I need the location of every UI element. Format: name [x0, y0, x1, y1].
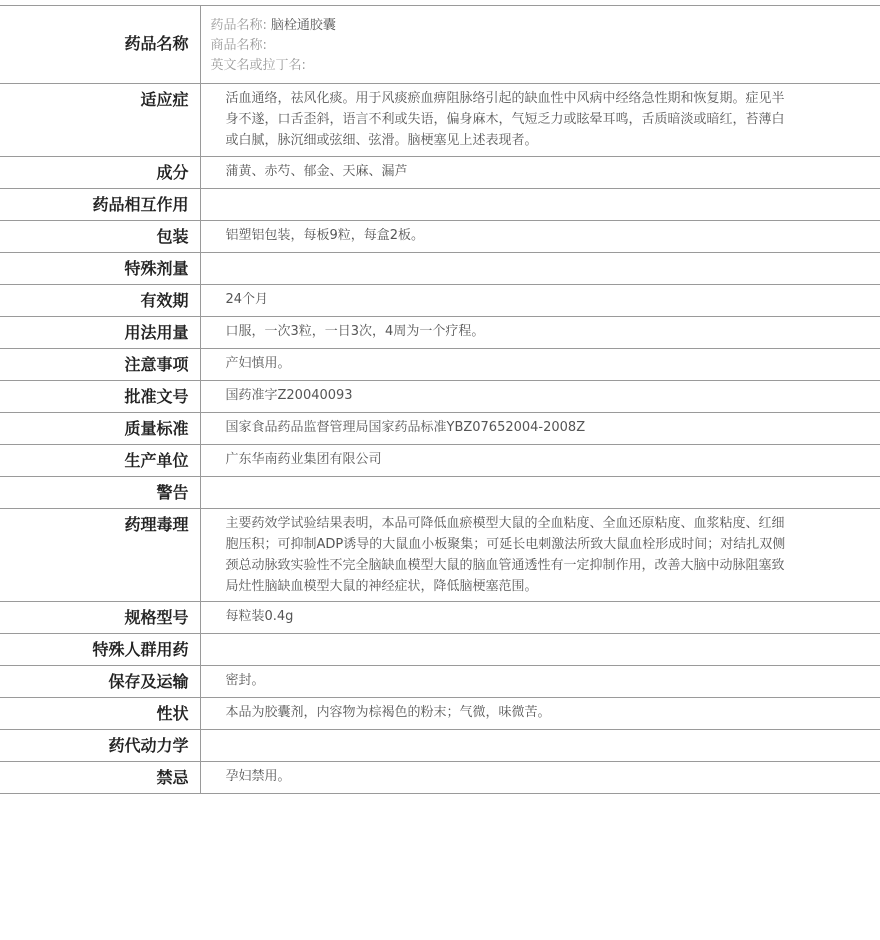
row-label-specification: 规格型号	[124, 608, 189, 627]
spec-row	[0, 445, 880, 477]
row-value-shelf-life: 24个月	[225, 292, 269, 307]
row-label-contraindications: 禁忌	[156, 768, 189, 787]
row-label-manufacturer: 生产单位	[124, 451, 189, 470]
drug-name-row	[0, 6, 880, 84]
row-value-manufacturer: 广东华南药业集团有限公司	[225, 452, 382, 467]
row-value-pharmacology: 主要药效学试验结果表明，本品可降低血瘀模型大鼠的全血粘度、全血还原粘度、血浆粘度、红细胞压积；可抑制ADP诱导的大鼠血小板聚集；可延长电刺激法所致大鼠血栓形成时间；对结扎双侧颈总动脉致实验性不完全脑缺血模型大鼠的脑血管通透性有一定抑制作用，改善大脑中动脉阻塞致局灶性脑缺血模型大鼠的神经症状，降低脑梗塞范围。	[225, 516, 786, 594]
drug-name-label-cell	[0, 6, 200, 84]
row-value-description: 本品为胶囊剂，内容物为棕褐色的粉末；气微，味微苦。	[225, 705, 551, 720]
row-label-pharmacokinetics: 药代动力学	[108, 736, 189, 755]
row-value-warning	[226, 477, 791, 481]
spec-row	[0, 762, 880, 794]
row-value-pharmacokinetics	[226, 730, 791, 734]
spec-row	[0, 84, 880, 157]
row-label-storage: 保存及运输	[108, 672, 189, 691]
row-value-precautions: 产妇慎用。	[225, 356, 291, 371]
row-value-specification: 每粒装0.4g	[225, 609, 294, 624]
row-value-interactions	[226, 189, 791, 193]
spec-row	[0, 253, 880, 285]
spec-row	[0, 221, 880, 253]
spec-row	[0, 381, 880, 413]
drug-spec-table	[0, 5, 880, 794]
row-label-ingredients: 成分	[156, 163, 189, 182]
row-label-precautions: 注意事项	[124, 355, 189, 374]
row-label-special-dosage: 特殊剂量	[124, 259, 189, 278]
row-value-quality-standard: 国家食品药品监督管理局国家药品标准YBZ07652004-2008Z	[225, 420, 586, 435]
spec-row	[0, 157, 880, 189]
row-value-contraindications: 孕妇禁用。	[225, 769, 291, 784]
row-label-pharmacology: 药理毒理	[124, 515, 189, 534]
row-value-indications: 活血通络，祛风化痰。用于风痰瘀血痹阻脉络引起的缺血性中风病中经络急性期和恢复期。症见半身不遂，口舌歪斜，语言不利或失语，偏身麻木，气短乏力或眩晕耳鸣，舌质暗淡或暗红，苔薄白或白腻，脉沉细或弦细、弦滑。脑梗塞见上述表现者。	[225, 91, 785, 148]
spec-row	[0, 666, 880, 698]
row-value-storage: 密封。	[225, 673, 265, 688]
spec-row	[0, 317, 880, 349]
row-value-special-dosage	[226, 253, 791, 257]
row-label-interactions: 药品相互作用	[92, 195, 189, 214]
spec-row	[0, 634, 880, 666]
spec-row	[0, 349, 880, 381]
row-label-special-populations: 特殊人群用药	[92, 640, 189, 659]
spec-row	[0, 698, 880, 730]
trade-name-line	[211, 36, 791, 56]
row-value-package: 铝塑铝包装，每板9粒，每盒2板。	[225, 228, 425, 243]
generic-name-label: 药品名称:	[210, 18, 267, 33]
row-value-approval-number: 国药准字Z20040093	[225, 388, 353, 403]
drug-name-label: 药品名称	[124, 34, 189, 53]
spec-row	[0, 285, 880, 317]
row-label-quality-standard: 质量标准	[124, 419, 189, 438]
row-value-ingredients: 蒲黄、赤芍、郁金、天麻、漏芦	[225, 164, 408, 179]
row-value-dosage: 口服，一次3粒，一日3次，4周为一个疗程。	[225, 324, 485, 339]
row-label-indications: 适应症	[140, 90, 189, 109]
english-name-label: 英文名或拉丁名:	[210, 58, 306, 73]
row-value-special-populations	[226, 634, 791, 638]
spec-row	[0, 730, 880, 762]
trade-name-label: 商品名称:	[210, 38, 267, 53]
row-label-dosage: 用法用量	[124, 323, 189, 342]
spec-row	[0, 189, 880, 221]
row-label-package: 包装	[156, 227, 189, 246]
row-label-approval-number: 批准文号	[124, 387, 189, 406]
spec-row	[0, 413, 880, 445]
spec-row	[0, 477, 880, 509]
row-label-warning: 警告	[156, 483, 189, 502]
drug-name-value-cell	[200, 6, 880, 84]
generic-name-value: 脑栓通胶囊	[270, 18, 336, 33]
spec-row	[0, 602, 880, 634]
spec-row	[0, 509, 880, 602]
row-label-description: 性状	[156, 704, 189, 723]
generic-name-line	[211, 16, 791, 36]
row-label-shelf-life: 有效期	[140, 291, 189, 310]
english-name-line	[211, 56, 791, 76]
